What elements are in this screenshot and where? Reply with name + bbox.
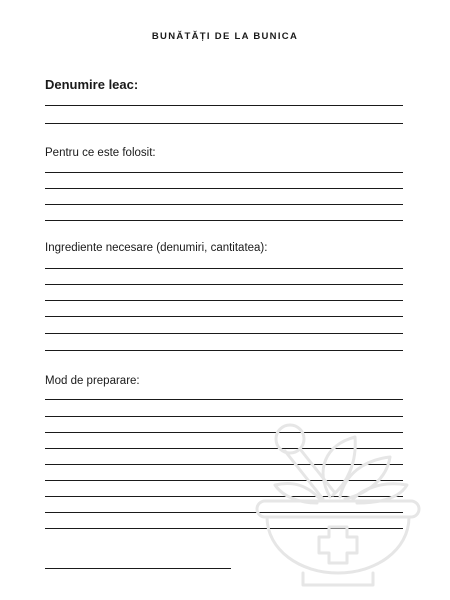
used-for-line-4[interactable] bbox=[45, 220, 403, 221]
page-title: BUNĂTĂȚI DE LA BUNICA bbox=[151, 31, 299, 42]
used-for-line-1[interactable] bbox=[45, 172, 403, 173]
ingredients-line-6[interactable] bbox=[45, 350, 403, 351]
used-for-line-2[interactable] bbox=[45, 188, 403, 189]
remedy-name-line-1[interactable] bbox=[45, 105, 403, 106]
ingredients-line-5[interactable] bbox=[45, 333, 403, 334]
signature-line[interactable] bbox=[45, 568, 231, 569]
remedy-name-line-2[interactable] bbox=[45, 123, 403, 124]
used-for-label: Pentru ce este folosit: bbox=[45, 147, 156, 159]
used-for-line-3[interactable] bbox=[45, 204, 403, 205]
ingredients-label: Ingrediente necesare (denumiri, cantitatea): bbox=[45, 242, 268, 254]
mortar-pestle-herbs-icon bbox=[245, 415, 430, 590]
ingredients-line-2[interactable] bbox=[45, 284, 403, 285]
ingredients-line-3[interactable] bbox=[45, 300, 403, 301]
ingredients-line-1[interactable] bbox=[45, 268, 403, 269]
ingredients-line-4[interactable] bbox=[45, 316, 403, 317]
preparation-label: Mod de preparare: bbox=[45, 375, 140, 387]
remedy-name-label: Denumire leac: bbox=[45, 77, 139, 92]
preparation-line-1[interactable] bbox=[45, 399, 403, 400]
